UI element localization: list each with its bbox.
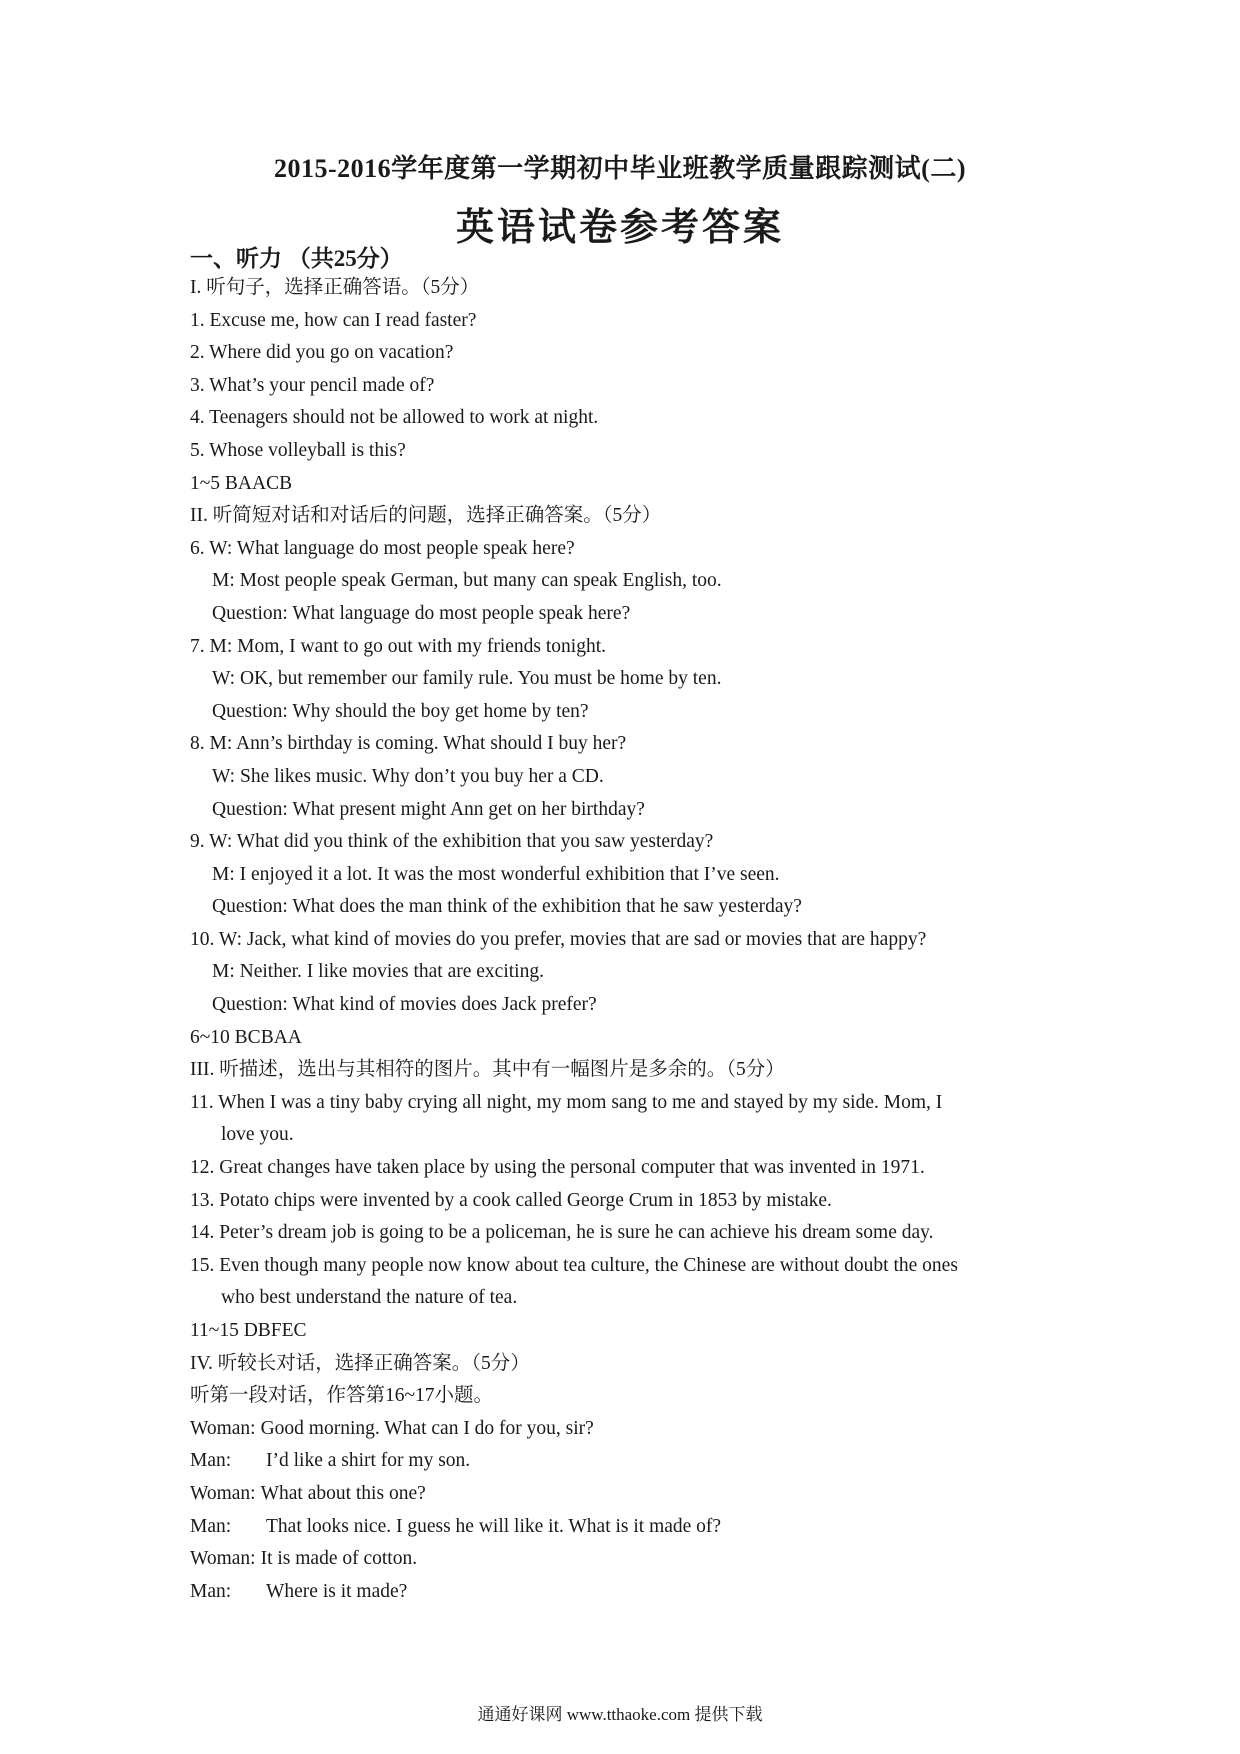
dialogue-first-line: 6. W: What language do most people speak here? <box>190 537 575 559</box>
dialogue-line <box>190 1478 1090 1511</box>
dialogue-text: What about this one? <box>260 1482 426 1504</box>
exam-title: 2015-2016学年度第一学期初中毕业班教学质量跟踪测试(二) <box>274 154 966 183</box>
answer-key: 11~15 DBFEC <box>190 1320 307 1341</box>
speaker-label: Woman: <box>190 1417 256 1439</box>
speaker-label: Man: <box>190 1450 232 1472</box>
answer-key: 1~5 BAACB <box>190 472 293 494</box>
speaker-label: Woman: <box>190 1482 256 1504</box>
list-item: 12. Great changes have taken place by using the personal computer that was invented in 1971. <box>190 1157 925 1179</box>
dialogue-line <box>190 1413 1090 1446</box>
dialogue-question: Question: What present might Ann get on her birthday? <box>212 798 645 820</box>
page-footer: 通通好课网 www.tthaoke.com 提供下载 <box>477 1705 763 1724</box>
dialogue-line <box>190 1511 1090 1544</box>
list-item: 11. When I was a tiny baby crying all night, my mom sang to me and stayed by my side. Mom, I <box>190 1091 943 1113</box>
dialogue-first-line: 7. M: Mom, I want to go out with my friends tonight. <box>190 635 606 657</box>
part3-heading: III. 听描述，选出与其相符的图片。其中有一幅图片是多余的。（5分） <box>190 1059 785 1081</box>
dialogue-reply: M: Neither. I like movies that are exciting. <box>212 961 544 983</box>
list-item: 14. Peter’s dream job is going to be a policeman, he is sure he can achieve his dream some day. <box>190 1222 934 1244</box>
dialogue-reply: M: Most people speak German, but many can speak English, too. <box>212 570 722 592</box>
speaker-label: Man: <box>190 1515 232 1537</box>
section-heading-listening: 一、听力 （共25分） <box>190 246 403 271</box>
part1-heading: I. 听句子，选择正确答语。（5分） <box>190 277 480 298</box>
answer-key-title: 英语试卷参考答案 <box>455 207 784 249</box>
dialogue-text: I’d like a shirt for my son. <box>266 1450 471 1472</box>
dialogue-line <box>190 1543 1090 1576</box>
dialogue-text: Good morning. What can I do for you, sir? <box>260 1417 594 1439</box>
list-item: 2. Where did you go on vacation? <box>190 342 454 364</box>
speaker-label: Woman: <box>190 1548 256 1570</box>
list-item-continuation: who best understand the nature of tea. <box>221 1287 518 1309</box>
dialogue-question: Question: Why should the boy get home by ten? <box>212 700 589 722</box>
dialogue-first-line: 9. W: What did you think of the exhibition that you saw yesterday? <box>190 831 714 853</box>
list-item: 13. Potato chips were invented by a cook called George Crum in 1853 by mistake. <box>190 1189 832 1211</box>
speaker-label: Man: <box>190 1580 232 1602</box>
part4-heading: IV. 听较长对话，选择正确答案。（5分） <box>190 1352 530 1374</box>
dialogue-line <box>190 1576 1090 1609</box>
list-item: 4. Teenagers should not be allowed to work at night. <box>190 407 599 429</box>
part2-heading: II. 听简短对话和对话后的问题，选择正确答案。（5分） <box>190 505 662 527</box>
answer-key: 6~10 BCBAA <box>190 1026 302 1048</box>
dialogue-text: That looks nice. I guess he will like it. What is it made of? <box>266 1515 722 1537</box>
part4-intro: 听第一段对话，作答第16~17小题。 <box>190 1385 494 1407</box>
list-item: 1. Excuse me, how can I read faster? <box>190 309 477 331</box>
dialogue-text: It is made of cotton. <box>260 1548 418 1570</box>
dialogue-question: Question: What language do most people speak here? <box>212 602 631 624</box>
list-item: 3. What’s your pencil made of? <box>190 374 435 396</box>
dialogue-reply: W: OK, but remember our family rule. You must be home by ten. <box>212 668 722 690</box>
dialogue-question: Question: What kind of movies does Jack prefer? <box>212 994 597 1016</box>
list-item-continuation: love you. <box>221 1124 294 1146</box>
dialogue-question: Question: What does the man think of the exhibition that he saw yesterday? <box>212 896 802 918</box>
dialogue-text: Where is it made? <box>266 1580 408 1602</box>
dialogue-first-line: 8. M: Ann’s birthday is coming. What should I buy her? <box>190 733 627 755</box>
list-item: 15. Even though many people now know about tea culture, the Chinese are without doubt the ones <box>190 1254 958 1276</box>
dialogue-line <box>190 1445 1090 1478</box>
list-item: 5. Whose volleyball is this? <box>190 439 406 461</box>
dialogue-first-line: 10. W: Jack, what kind of movies do you prefer, movies that are sad or movies that are happy? <box>190 928 927 950</box>
document-body <box>190 272 1090 1608</box>
dialogue-reply: W: She likes music. Why don’t you buy her a CD. <box>212 765 604 787</box>
dialogue-reply: M: I enjoyed it a lot. It was the most wonderful exhibition that I’ve seen. <box>212 863 780 885</box>
